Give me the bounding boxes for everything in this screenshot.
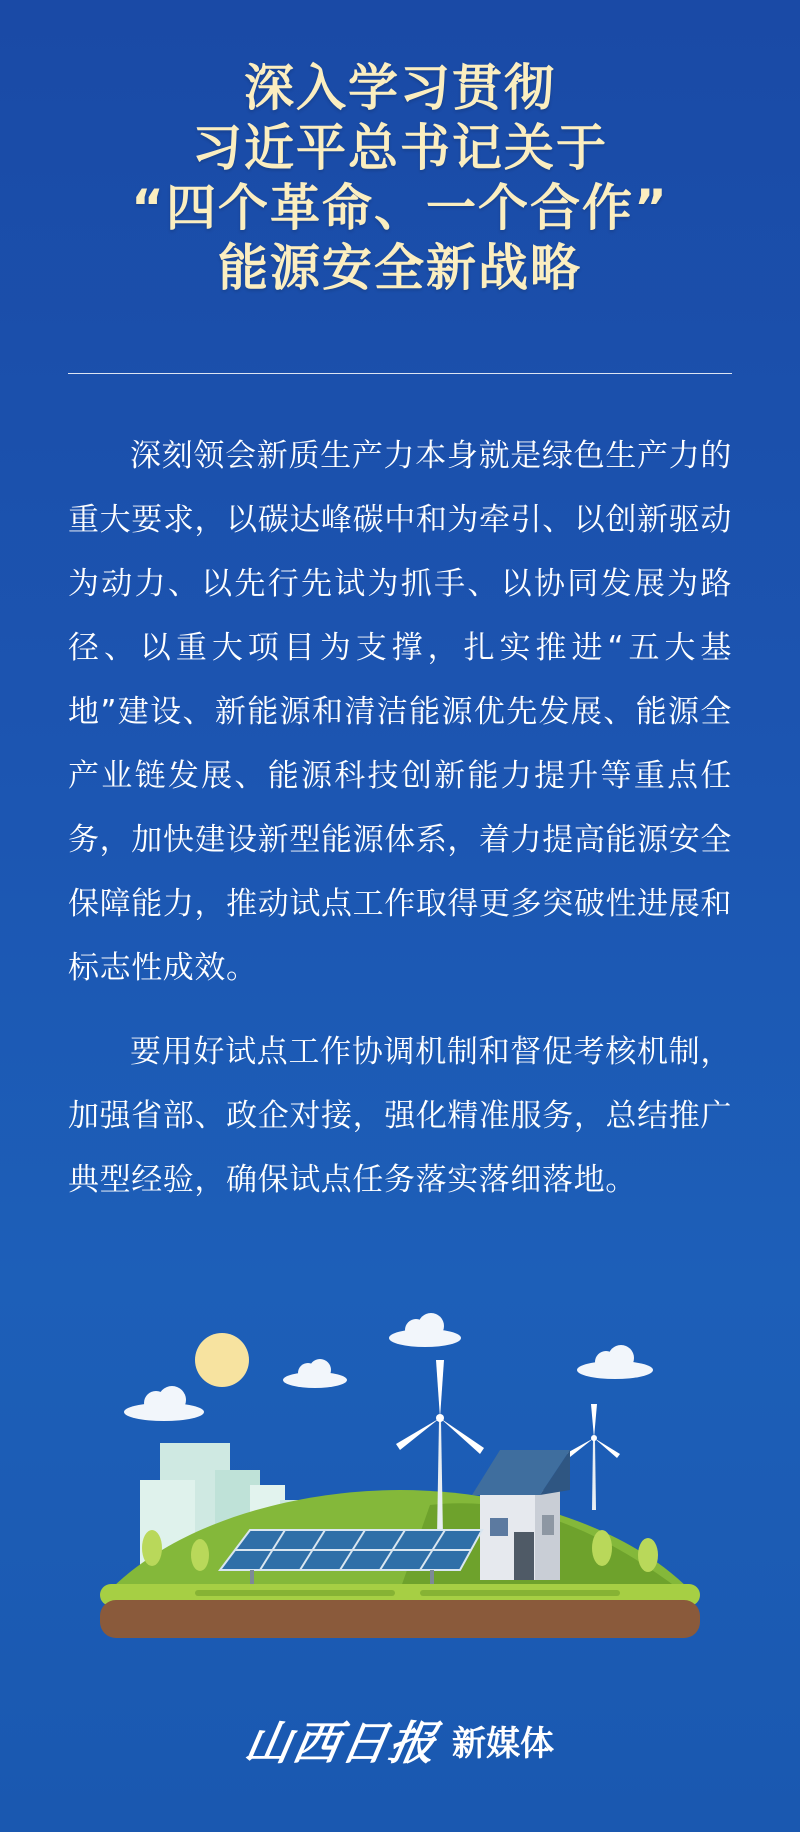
house-icon <box>472 1450 570 1580</box>
paragraph-1: 深刻领会新质生产力本身就是绿色生产力的重大要求，以碳达峰碳中和为牵引、以创新驱动为动力、以先行先试为抓手、以协同发展为路径、以重大项目为支撑，扎实推进“五大基地”建设、新能源和清洁能源优先发展、能源全产业链发展、能源科技创新能力提升等重点任务，加快建设新型能源体系，着力提高能源安全保障能力，推动试点工作取得更多突破性进展和标志性成效。 <box>68 438 732 986</box>
cloud-icon <box>283 1359 347 1388</box>
cloud-icon <box>577 1345 653 1379</box>
footer-logo <box>0 1700 800 1780</box>
brand-sub-label: 新媒体 <box>452 1723 554 1764</box>
title-line-4: 能源安全新战略 <box>218 239 582 297</box>
sun-icon <box>195 1333 249 1387</box>
brand-logo: 山西日报 <box>240 1716 443 1770</box>
cloud-icon <box>124 1386 204 1421</box>
wind-turbine-icon <box>567 1404 620 1510</box>
cloud-icon <box>389 1313 461 1347</box>
green-energy-illustration <box>100 1300 700 1670</box>
title-line-3: “四个革命、一个合作” <box>131 179 669 237</box>
title-line-2: 习近平总书记关于 <box>192 119 608 177</box>
title-line-1: 深入学习贯彻 <box>244 59 556 117</box>
title-divider <box>68 373 732 374</box>
page-title <box>0 58 800 298</box>
paragraph-2: 要用好试点工作协调机制和督促考核机制，加强省部、政企对接，强化精准服务，总结推广典型经验，确保试点任务落实落细落地。 <box>68 1034 732 1198</box>
article-body <box>68 424 732 1212</box>
